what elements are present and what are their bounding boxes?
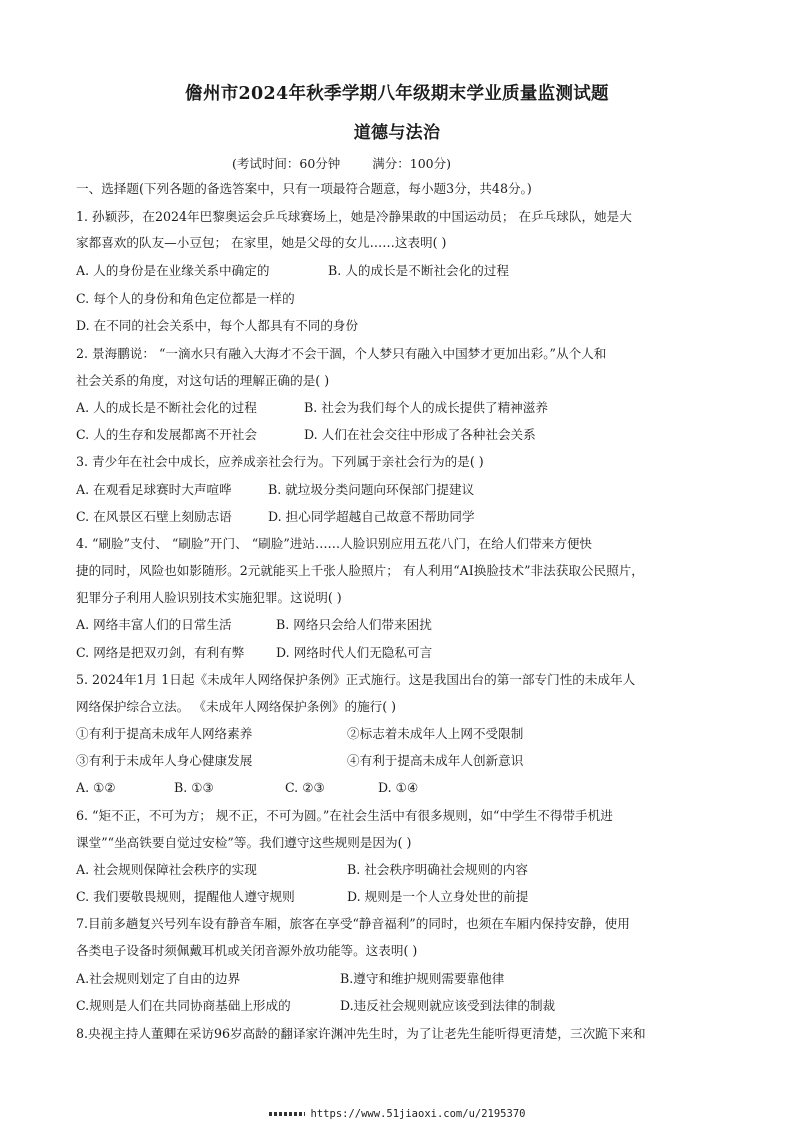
footer-mark [269, 1112, 305, 1116]
q2-option-b: B. 社会为我们每个人的成长提供了精神滋养 [304, 400, 548, 415]
subject-title: 道德与法治 [353, 123, 441, 143]
footer [0, 1108, 794, 1120]
q3-option-d: D. 担心同学超越自己故意不帮助同学 [268, 509, 475, 524]
q3-option-c: C. 在风景区石壁上刻励志语 [76, 509, 232, 524]
q1-option-a: A. 人的身份是在业缘关系中确定的 [76, 263, 270, 278]
q4-option-b: B. 网络只会给人们带来困扰 [276, 617, 432, 632]
q1-option-b: B. 人的成长是不断社会化的过程 [328, 263, 509, 278]
q4-option-c: C. 网络是把双刃剑，有利有弊 [76, 645, 245, 660]
q6-option-a: A. 社会规则保障社会秩序的实现 [76, 862, 257, 877]
q2-option-a: A. 人的成长是不断社会化的过程 [76, 400, 257, 415]
q6-option-d: D. 规则是一个人立身处世的前提 [347, 889, 529, 904]
q5-statement-4: ④有利于提高未成年人创新意识 [347, 753, 524, 768]
q6-option-c: C. 我们要敬畏规则，提醒他人遵守规则 [76, 889, 295, 904]
q3-stem-line-1: 3. 青少年在社会中成长，应养成亲社会行为。下列属于亲社会行为的是( ) [76, 454, 484, 469]
section-heading: 一、选择题(下列各题的备选答案中，只有一项最符合题意，每小题3分，共48分。) [76, 181, 532, 196]
q5-statement-1: ①有利于提高未成年人网络素养 [76, 726, 253, 741]
q7-option-a: A.社会规则划定了自由的边界 [76, 971, 241, 986]
q5-option-d: D. ①④ [378, 780, 419, 795]
q4-option-d: D. 网络时代人们无隐私可言 [276, 645, 433, 660]
q2-option-c: C. 人的生存和发展都离不开社会 [76, 427, 257, 442]
q4-stem-line-1: 4. “刷脸”支付、 “刷脸”开门、 “刷脸”进站……人脸识别应用五花八门，在给人们带来方便快 [76, 536, 593, 551]
q7-stem-line-1: 7.目前多趟复兴号列车设有静音车厢，旅客在享受“静音福利”的同时，也须在车厢内保持安静，使用 [76, 916, 630, 931]
q5-option-c: C. ②③ [285, 780, 325, 795]
q1-option-c: C. 每个人的身份和角色定位都是一样的 [76, 291, 295, 306]
q3-option-a: A. 在观看足球赛时大声喧哗 [76, 482, 232, 497]
q6-option-b: B. 社会秩序明确社会规则的内容 [347, 862, 528, 877]
q1-option-d: D. 在不同的社会关系中，每个人都具有不同的身份 [76, 318, 359, 333]
exam-time: (考试时间：60分钟 [232, 156, 341, 171]
q5-stem-line-1: 5. 2024年1月 1日起《未成年人网络保护条例》正式施行。这是我国出台的第一部专门性的未成年人 [76, 672, 636, 687]
q4-stem-line-2: 捷的同时，风险也如影随形。2元就能买上千张人脸照片； 有人利用“AI换脸技术”非法获取公民照片， [76, 563, 644, 578]
q5-option-a: A. ①② [76, 780, 116, 795]
q8-stem-line-1: 8.央视主持人董卿在采访96岁高龄的翻译家许渊冲先生时，为了让老先生能听得更清楚，三次跪下来和 [76, 1026, 646, 1041]
q5-option-b: B. ①③ [174, 780, 214, 795]
q7-option-b: B.遵守和维护规则需要靠他律 [340, 971, 505, 986]
exam-info [232, 154, 479, 172]
q7-option-d: D.违反社会规则就应该受到法律的制裁 [340, 998, 556, 1013]
q4-option-a: A. 网络丰富人们的日常生活 [76, 617, 232, 632]
q2-stem-line-1: 2. 景海鹏说： “一滴水只有融入大海才不会干涸，个人梦只有融入中国梦才更加出彩。”从个人和 [76, 346, 607, 361]
q6-stem-line-2: 课堂”“坐高铁要自觉过安检”等。我们遵守这些规则是因为( ) [76, 835, 412, 850]
q7-stem-line-2: 各类电子设备时须佩戴耳机或关闭音源外放功能等。这表明( ) [76, 943, 418, 958]
q7-option-c: C.规则是人们在共同协商基础上形成的 [76, 998, 291, 1013]
footer-url[interactable]: https://www.51jiaoxi.com/u/2195370 [310, 1108, 526, 1120]
exam-title: 儋州市2024年秋季学期八年级期末学业质量监测试题 [185, 84, 609, 104]
q3-option-b: B. 就垃圾分类问题向环保部门提建议 [268, 482, 475, 497]
q2-option-d: D. 人们在社会交往中形成了各种社会关系 [304, 427, 536, 442]
full-score: 满分：100分) [372, 156, 452, 171]
q1-stem-line-1: 1. 孙颖莎，在2024年巴黎奥运会乒乓球赛场上，她是冷静果敢的中国运动员； 在乒乓球队，她是大 [76, 209, 632, 224]
q6-stem-line-1: 6. “矩不正，不可为方； 规不正，不可为圆。”在社会生活中有很多规则，如“中学生不得带手机进 [76, 808, 613, 823]
q1-stem-line-2: 家都喜欢的队友—小豆包； 在家里，她是父母的女儿……这表明( ) [76, 235, 447, 250]
q5-statement-3: ③有利于未成年人身心健康发展 [76, 753, 253, 768]
q5-statement-2: ②标志着未成年人上网不受限制 [347, 726, 524, 741]
q4-stem-line-3: 犯罪分子利用人脸识别技术实施犯罪。这说明( ) [76, 590, 342, 605]
q5-stem-line-2: 网络保护综合立法。 《未成年人网络保护条例》的施行( ) [76, 699, 397, 714]
q2-stem-line-2: 社会关系的角度，对这句话的理解正确的是( ) [76, 373, 330, 388]
